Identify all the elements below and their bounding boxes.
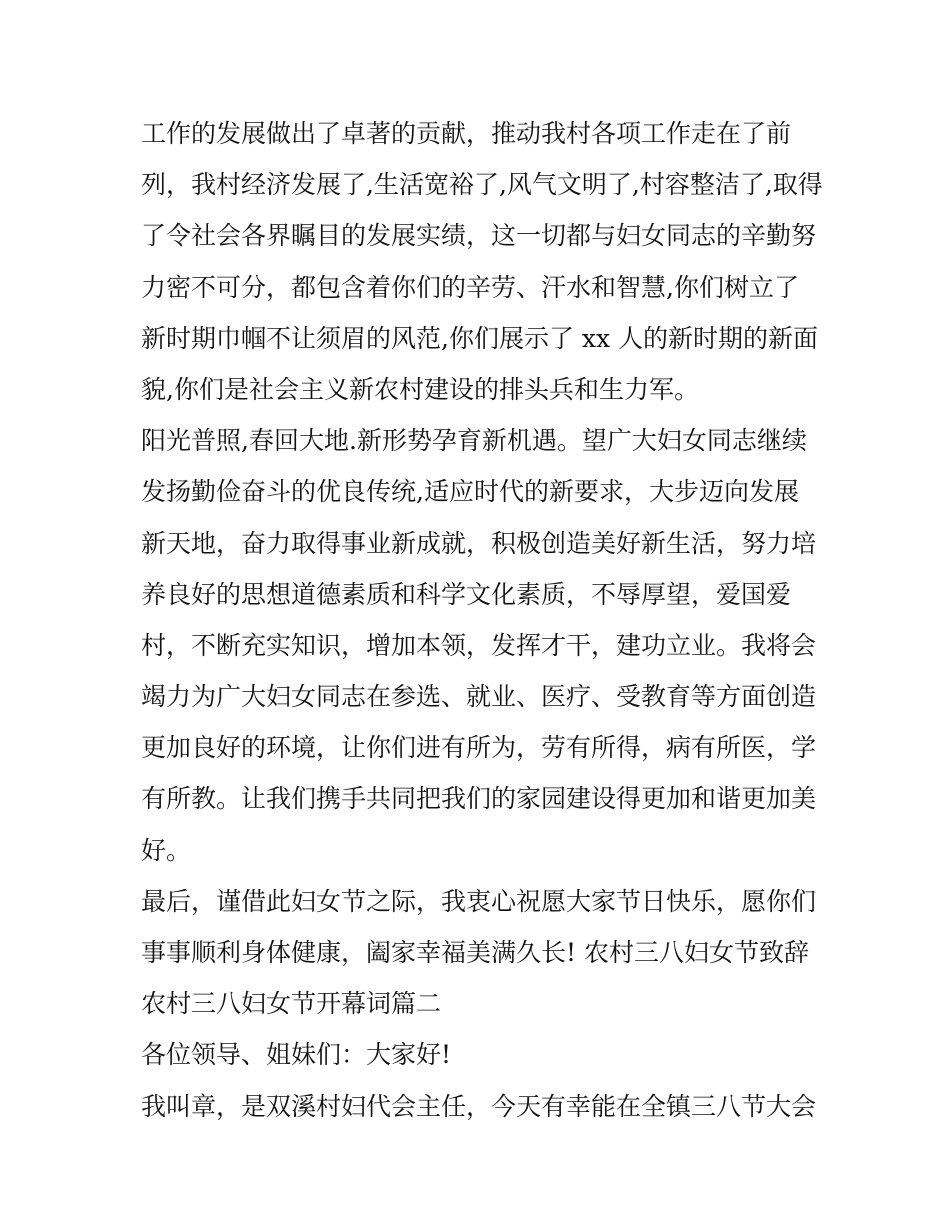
text-line: 事事顺利身体健康，阖家幸福美满久长! 农村三八妇女节致辞 [141, 938, 809, 967]
text-line: 养良好的思想道德素质和科学文化素质，不辱厚望，爱国爱 [141, 579, 792, 609]
text-line: 貌,你们是社会主义新农村建设的排头兵和生力军。 [141, 374, 699, 404]
text-line: 好。 [141, 835, 192, 865]
text-line: 竭力为广大妇女同志在参选、就业、医疗、受教育等方面创造 [141, 682, 817, 712]
text-line: 我叫章，是双溪村妇代会主任，今天有幸能在全镇三八节大会 [141, 1091, 817, 1121]
text-line: 发扬勤俭奋斗的优良传统,适应时代的新要求，大步迈向发展 [141, 477, 799, 507]
text-line: 最后，谨借此妇女节之际，我衷心祝愿大家节日快乐，愿你们 [141, 886, 817, 916]
text-line: 村，不断充实知识，增加本领，发挥才干，建功立业。我将会 [141, 630, 817, 660]
text-line: 农村三八妇女节开幕词篇二 [141, 989, 442, 1019]
text-line: 阳光普照,春回大地.新形势孕育新机遇。望广大妇女同志继续 [141, 426, 807, 456]
text-line: 新天地，奋力取得事业新成就，积极创造美好新生活，努力培 [141, 528, 817, 558]
text-line: 工作的发展做出了卓著的贡献，推动我村各项工作走在了前 [141, 119, 792, 148]
text-line: 列，我村经济发展了,生活宽裕了,风气文明了,村容整洁了,取得 [141, 170, 823, 200]
text-line: 了令社会各界瞩目的发展实绩，这一切都与妇女同志的辛勤努 [141, 221, 817, 251]
text-line: 新时期巾帼不让须眉的风范,你们展示了 xx 人的新时期的新面 [141, 323, 819, 353]
text-line: 有所教。让我们携手共同把我们的家园建设得更加和谐更加美 [141, 784, 817, 814]
document-body [141, 108, 831, 1132]
text-line: 更加良好的环境，让你们进有所为，劳有所得，病有所医，学 [141, 733, 817, 763]
text-line: 力密不可分，都包含着你们的辛劳、汗水和智慧,你们树立了 [141, 272, 799, 302]
text-line: 各位领导、姐妹们：大家好! [141, 1040, 452, 1070]
